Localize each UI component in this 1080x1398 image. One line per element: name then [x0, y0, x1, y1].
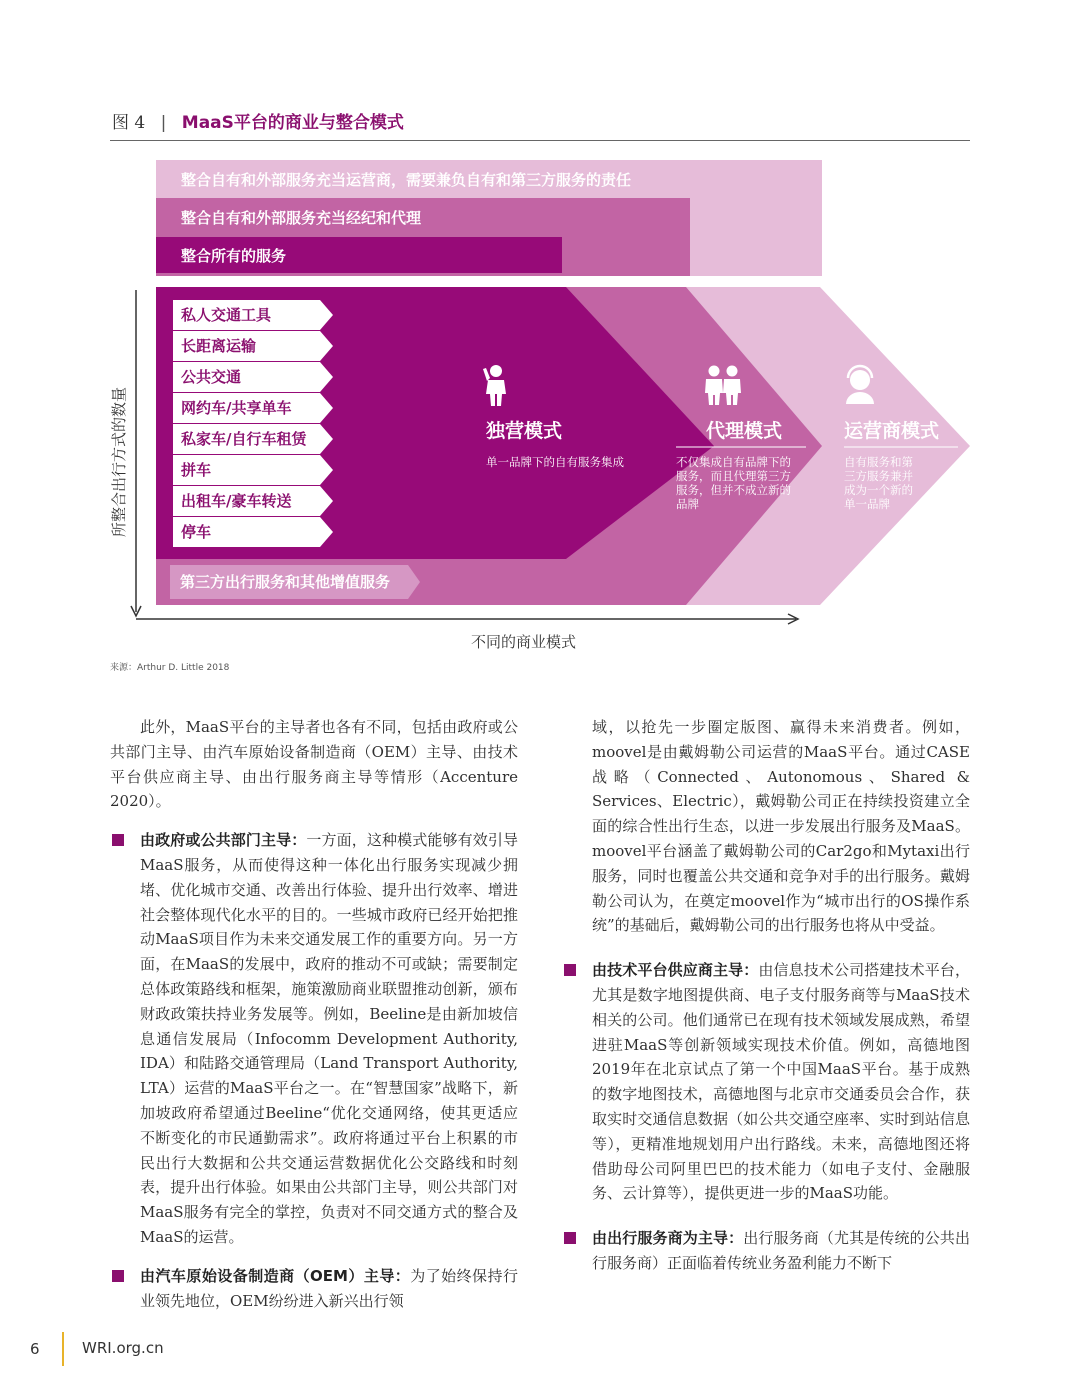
bullet-government: [110, 828, 518, 1250]
mode-operator-desc: 自有服务和第三方服务兼并成为一个新的单一品牌: [844, 455, 913, 511]
footer-rule: [62, 1332, 64, 1366]
lead-paragraph: 此外，MaaS平台的主导者也各有不同，包括由政府或公共部门主导、由汽车原始设备制造商（OEM）主导、由技术平台供应商主导、由出行服务商主导等情形（Accenture 2020）。: [110, 718, 518, 811]
bullet-tech-heading: 由技术平台供应商主导：: [592, 961, 759, 980]
bullet-square-icon: [112, 834, 124, 846]
bar-all-services: 整合所有的服务: [156, 237, 562, 273]
item-public-transit: 公共交通: [181, 368, 242, 386]
bullet-square-icon: [564, 964, 576, 976]
bullet-service-heading: 由出行服务商为主导：: [592, 1229, 744, 1248]
x-axis-label: 不同的商业模式: [471, 633, 577, 651]
bullet-service-text: 出行服务商（尤其是传统的公共出行服务商）正面临着传统业务盈利能力不断下: [592, 1229, 970, 1272]
bullet-oem-text: 为了始终保持行业领先地位，OEM纷纷进入新兴出行领: [140, 1266, 518, 1310]
bullet-square-icon: [564, 1232, 576, 1244]
item-private-vehicle: 私人交通工具: [181, 306, 272, 324]
figure-number: 4: [134, 113, 146, 133]
bullet-government-heading: 由政府或公共部门主导：: [140, 831, 307, 850]
mode-exclusive-desc: 单一品牌下的自有服务集成: [486, 455, 624, 469]
item-parking: 停车: [181, 523, 212, 541]
bullet-oem-heading: 由汽车原始设备制造商（OEM）主导：: [140, 1266, 411, 1285]
bullet-government-text: 一方面，这种模式能够有效引导MaaS服务，从而使得这种一体化出行服务实现减少拥堵、优化城市交通、改善出行体验、提升出行效率、增进社会整体现代化水平的目的。一些城市政府已经开始把推动MaaS项目作为未来交通发展工作的重要方向。另一方面，在MaaS的发展中，政府的推动不可或缺；需要制定总体政策路线和框架，施策激励商业联盟推动创新，颁布财政政策扶持业务发展等。例如，Beeline是由新加坡信息通信发展局（Infocomm Development Authority, IDA）和陆路交通管理局（Land Transport Authority, LTA）运营的MaaS平台之一。在“智慧国家”战略下，新加坡政府希望通过Beeline“优化交通网络，使其更适应不断变化的市民通勤需求”。政府将通过平台上积累的市民出行大数据和公共交通运营数据优化公交路线和时刻表，提升出行体验。如果由公共部门主导，则公共部门对MaaS服务有完全的掌控，负责对不同交通方式的整合及MaaS的运营。: [140, 831, 518, 1246]
figure-source: 来源：Arthur D. Little 2018: [110, 663, 230, 673]
y-axis-label: 所整合出行方式的数量: [110, 386, 128, 537]
mode-broker-desc: 不仅集成自有品牌下的服务，而且代理第三方服务，但并不成立新的品牌: [676, 455, 791, 511]
bullet-square-icon: [112, 1270, 124, 1282]
page-number: 6: [30, 1340, 40, 1358]
mode-broker-label: 代理模式: [706, 420, 783, 442]
mode-operator-label: 运营商模式: [844, 420, 940, 442]
third-party-label: 第三方出行服务和其他增值服务: [180, 573, 391, 591]
figure-label: 图: [112, 113, 129, 133]
bullet-oem: [110, 1264, 518, 1314]
item-taxi: 出租车/豪车转送: [181, 492, 292, 510]
item-car-rental: 私家车/自行车租赁: [181, 430, 307, 448]
bar-broker-integration: 整合自有和外部服务充当经纪和代理: [156, 198, 690, 276]
figure-separator: |: [160, 113, 167, 133]
item-ride-hailing: 网约车/共享单车: [181, 399, 292, 417]
bar-operator-integration: 整合自有和外部服务充当运营商，需要兼负自有和第三方服务的责任: [156, 160, 822, 276]
left-column: [110, 715, 518, 1313]
footer-site: WRI.org.cn: [82, 1339, 164, 1357]
mode-exclusive-label: 独营模式: [486, 420, 563, 442]
item-carpool: 拼车: [181, 461, 212, 479]
bullet-service: [562, 1226, 970, 1276]
oem-continued: 域，以抢先一步圈定版图、赢得未来消费者。例如，moovel是由戴姆勒公司运营的MaaS平台。通过CASE战略（Connected、Autonomous、Shared & Services、Electric），戴姆勒公司正在持续投资建立全面的综合性出行生态，以进一步发展出行服务及MaaS。moovel平台涵盖了戴姆勒公司的Car2go和Mytaxi出行服务，同时也覆盖公共交通和竞争对手的出行服务。戴姆勒公司认为，在奠定moovel作为“城市出行的OS操作系统”的基础后，戴姆勒公司的出行服务也将从中受益。: [592, 718, 970, 935]
bullet-tech-text: 由信息技术公司搭建技术平台，尤其是数字地图提供商、电子支付服务商等与MaaS技术相关的公司。他们通常已在现有技术领域发展成熟，希望进驻MaaS等创新领域实现技术价值。例如，高德地图2019年在北京试点了第一个中国MaaS平台。基于成熟的数字地图技术，高德地图与北京市交通委员会合作，获取实时交通信息数据（如公共交通空座率、实时到站信息等），更精准地规划用户出行路线。未来，高德地图还将借助母公司阿里巴巴的技术能力（如电子支付、金融服务、云计算等），提供更进一步的MaaS功能。: [592, 961, 970, 1203]
right-column: [562, 715, 970, 1276]
bullet-tech: [562, 958, 970, 1206]
item-long-distance: 长距离运输: [181, 337, 257, 355]
figure-name: MaaS平台的商业与整合模式: [181, 113, 404, 133]
